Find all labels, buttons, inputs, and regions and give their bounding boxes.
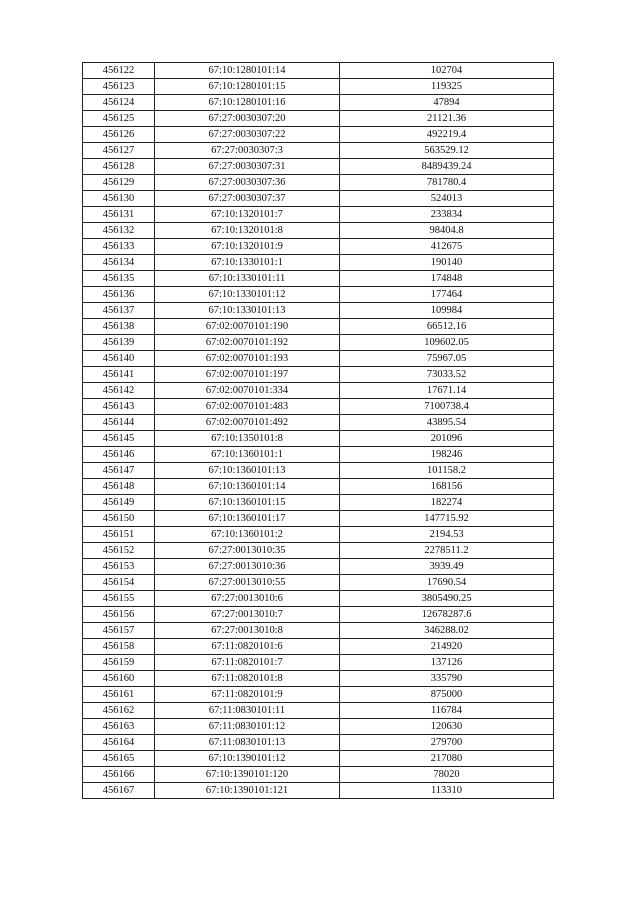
cadastral-number-cell: 67:10:1330101:11	[155, 271, 340, 287]
row-number-cell: 456134	[83, 255, 155, 271]
cadastral-number-cell: 67:02:0070101:334	[155, 383, 340, 399]
table-row	[83, 703, 554, 719]
value-cell: 3805490.25	[340, 591, 554, 607]
cadastral-number-cell: 67:10:1390101:121	[155, 783, 340, 799]
row-number-cell: 456141	[83, 367, 155, 383]
cadastral-number-cell: 67:10:1320101:9	[155, 239, 340, 255]
cadastral-number-cell: 67:10:1390101:12	[155, 751, 340, 767]
table-row	[83, 575, 554, 591]
value-cell: 66512.16	[340, 319, 554, 335]
cadastral-number-cell: 67:11:0830101:13	[155, 735, 340, 751]
cadastral-number-cell: 67:10:1320101:8	[155, 223, 340, 239]
cadastral-number-cell: 67:11:0820101:6	[155, 639, 340, 655]
table-row	[83, 111, 554, 127]
table-row	[83, 415, 554, 431]
table-row	[83, 127, 554, 143]
table-row	[83, 255, 554, 271]
row-number-cell: 456127	[83, 143, 155, 159]
table-row	[83, 319, 554, 335]
row-number-cell: 456125	[83, 111, 155, 127]
cadastral-number-cell: 67:10:1320101:7	[155, 207, 340, 223]
table-row	[83, 271, 554, 287]
table-row	[83, 399, 554, 415]
value-cell: 98404.8	[340, 223, 554, 239]
row-number-cell: 456150	[83, 511, 155, 527]
cadastral-number-cell: 67:10:1330101:12	[155, 287, 340, 303]
table-row	[83, 367, 554, 383]
value-cell: 182274	[340, 495, 554, 511]
row-number-cell: 456128	[83, 159, 155, 175]
row-number-cell: 456151	[83, 527, 155, 543]
row-number-cell: 456132	[83, 223, 155, 239]
row-number-cell: 456162	[83, 703, 155, 719]
value-cell: 120630	[340, 719, 554, 735]
cadastral-number-cell: 67:27:0013010:7	[155, 607, 340, 623]
value-cell: 781780.4	[340, 175, 554, 191]
table-row	[83, 143, 554, 159]
value-cell: 346288.02	[340, 623, 554, 639]
value-cell: 73033.52	[340, 367, 554, 383]
cadastral-number-cell: 67:10:1280101:14	[155, 63, 340, 79]
value-cell: 17671.14	[340, 383, 554, 399]
cadastral-number-cell: 67:27:0030307:31	[155, 159, 340, 175]
table-row	[83, 239, 554, 255]
row-number-cell: 456160	[83, 671, 155, 687]
table-row	[83, 479, 554, 495]
row-number-cell: 456136	[83, 287, 155, 303]
cadastral-number-cell: 67:10:1330101:1	[155, 255, 340, 271]
cadastral-number-cell: 67:02:0070101:197	[155, 367, 340, 383]
cadastral-number-cell: 67:11:0830101:11	[155, 703, 340, 719]
cadastral-number-cell: 67:10:1390101:120	[155, 767, 340, 783]
table-row	[83, 511, 554, 527]
table-body	[83, 63, 554, 799]
row-number-cell: 456123	[83, 79, 155, 95]
value-cell: 563529.12	[340, 143, 554, 159]
table-row	[83, 335, 554, 351]
row-number-cell: 456164	[83, 735, 155, 751]
value-cell: 113310	[340, 783, 554, 799]
value-cell: 217080	[340, 751, 554, 767]
row-number-cell: 456131	[83, 207, 155, 223]
value-cell: 43895.54	[340, 415, 554, 431]
table-row	[83, 543, 554, 559]
cadastral-number-cell: 67:10:1360101:1	[155, 447, 340, 463]
row-number-cell: 456129	[83, 175, 155, 191]
row-number-cell: 456130	[83, 191, 155, 207]
row-number-cell: 456163	[83, 719, 155, 735]
row-number-cell: 456147	[83, 463, 155, 479]
table-row	[83, 95, 554, 111]
value-cell: 875000	[340, 687, 554, 703]
value-cell: 190140	[340, 255, 554, 271]
row-number-cell: 456166	[83, 767, 155, 783]
table-row	[83, 287, 554, 303]
value-cell: 17690.54	[340, 575, 554, 591]
value-cell: 201096	[340, 431, 554, 447]
cadastral-number-cell: 67:27:0013010:55	[155, 575, 340, 591]
table-row	[83, 175, 554, 191]
table-row	[83, 447, 554, 463]
value-cell: 8489439.24	[340, 159, 554, 175]
cadastral-value-table	[82, 62, 554, 799]
row-number-cell: 456154	[83, 575, 155, 591]
row-number-cell: 456144	[83, 415, 155, 431]
cadastral-number-cell: 67:02:0070101:193	[155, 351, 340, 367]
row-number-cell: 456167	[83, 783, 155, 799]
cadastral-number-cell: 67:11:0820101:7	[155, 655, 340, 671]
cadastral-number-cell: 67:02:0070101:492	[155, 415, 340, 431]
value-cell: 233834	[340, 207, 554, 223]
cadastral-number-cell: 67:10:1280101:16	[155, 95, 340, 111]
table-row	[83, 671, 554, 687]
table-row	[83, 607, 554, 623]
value-cell: 102704	[340, 63, 554, 79]
value-cell: 412675	[340, 239, 554, 255]
value-cell: 109984	[340, 303, 554, 319]
row-number-cell: 456135	[83, 271, 155, 287]
row-number-cell: 456161	[83, 687, 155, 703]
value-cell: 279700	[340, 735, 554, 751]
row-number-cell: 456156	[83, 607, 155, 623]
table-row	[83, 63, 554, 79]
cadastral-number-cell: 67:27:0013010:35	[155, 543, 340, 559]
row-number-cell: 456146	[83, 447, 155, 463]
cadastral-number-cell: 67:27:0030307:22	[155, 127, 340, 143]
value-cell: 168156	[340, 479, 554, 495]
value-cell: 116784	[340, 703, 554, 719]
value-cell: 335790	[340, 671, 554, 687]
cadastral-number-cell: 67:10:1280101:15	[155, 79, 340, 95]
value-cell: 12678287.6	[340, 607, 554, 623]
table-row	[83, 79, 554, 95]
cadastral-number-cell: 67:27:0013010:8	[155, 623, 340, 639]
row-number-cell: 456155	[83, 591, 155, 607]
value-cell: 2194.53	[340, 527, 554, 543]
row-number-cell: 456142	[83, 383, 155, 399]
row-number-cell: 456158	[83, 639, 155, 655]
value-cell: 198246	[340, 447, 554, 463]
table-row	[83, 719, 554, 735]
row-number-cell: 456149	[83, 495, 155, 511]
table-row	[83, 383, 554, 399]
value-cell: 492219.4	[340, 127, 554, 143]
cadastral-number-cell: 67:10:1360101:15	[155, 495, 340, 511]
cadastral-number-cell: 67:11:0820101:9	[155, 687, 340, 703]
cadastral-number-cell: 67:27:0030307:3	[155, 143, 340, 159]
table-row	[83, 351, 554, 367]
cadastral-number-cell: 67:27:0030307:20	[155, 111, 340, 127]
value-cell: 174848	[340, 271, 554, 287]
value-cell: 119325	[340, 79, 554, 95]
table-row	[83, 783, 554, 799]
cadastral-number-cell: 67:10:1360101:14	[155, 479, 340, 495]
cadastral-number-cell: 67:02:0070101:483	[155, 399, 340, 415]
row-number-cell: 456133	[83, 239, 155, 255]
table-row	[83, 687, 554, 703]
row-number-cell: 456165	[83, 751, 155, 767]
value-cell: 7100738.4	[340, 399, 554, 415]
table-row	[83, 431, 554, 447]
table-row	[83, 655, 554, 671]
table-row	[83, 223, 554, 239]
value-cell: 177464	[340, 287, 554, 303]
row-number-cell: 456139	[83, 335, 155, 351]
table-row	[83, 191, 554, 207]
table-row	[83, 495, 554, 511]
cadastral-number-cell: 67:10:1330101:13	[155, 303, 340, 319]
cadastral-number-cell: 67:10:1360101:2	[155, 527, 340, 543]
cadastral-number-cell: 67:10:1350101:8	[155, 431, 340, 447]
cadastral-number-cell: 67:10:1360101:17	[155, 511, 340, 527]
value-cell: 75967.05	[340, 351, 554, 367]
table-row	[83, 623, 554, 639]
value-cell: 214920	[340, 639, 554, 655]
cadastral-number-cell: 67:10:1360101:13	[155, 463, 340, 479]
cadastral-number-cell: 67:02:0070101:192	[155, 335, 340, 351]
row-number-cell: 456122	[83, 63, 155, 79]
table-row	[83, 591, 554, 607]
row-number-cell: 456157	[83, 623, 155, 639]
table-row	[83, 639, 554, 655]
value-cell: 3939.49	[340, 559, 554, 575]
table-row	[83, 751, 554, 767]
cadastral-number-cell: 67:27:0030307:36	[155, 175, 340, 191]
value-cell: 101158.2	[340, 463, 554, 479]
row-number-cell: 456137	[83, 303, 155, 319]
row-number-cell: 456124	[83, 95, 155, 111]
value-cell: 137126	[340, 655, 554, 671]
table-row	[83, 527, 554, 543]
row-number-cell: 456145	[83, 431, 155, 447]
row-number-cell: 456138	[83, 319, 155, 335]
value-cell: 524013	[340, 191, 554, 207]
value-cell: 109602.05	[340, 335, 554, 351]
table-row	[83, 735, 554, 751]
row-number-cell: 456148	[83, 479, 155, 495]
cadastral-number-cell: 67:27:0013010:6	[155, 591, 340, 607]
cadastral-number-cell: 67:27:0013010:36	[155, 559, 340, 575]
row-number-cell: 456159	[83, 655, 155, 671]
table-row	[83, 159, 554, 175]
value-cell: 21121.36	[340, 111, 554, 127]
value-cell: 147715.92	[340, 511, 554, 527]
value-cell: 78020	[340, 767, 554, 783]
cadastral-number-cell: 67:27:0030307:37	[155, 191, 340, 207]
row-number-cell: 456126	[83, 127, 155, 143]
value-cell: 47894	[340, 95, 554, 111]
row-number-cell: 456143	[83, 399, 155, 415]
row-number-cell: 456153	[83, 559, 155, 575]
table-row	[83, 303, 554, 319]
table-row	[83, 207, 554, 223]
table-row	[83, 559, 554, 575]
cadastral-number-cell: 67:11:0830101:12	[155, 719, 340, 735]
cadastral-number-cell: 67:02:0070101:190	[155, 319, 340, 335]
table-row	[83, 463, 554, 479]
value-cell: 2278511.2	[340, 543, 554, 559]
cadastral-number-cell: 67:11:0820101:8	[155, 671, 340, 687]
table-row	[83, 767, 554, 783]
row-number-cell: 456152	[83, 543, 155, 559]
row-number-cell: 456140	[83, 351, 155, 367]
